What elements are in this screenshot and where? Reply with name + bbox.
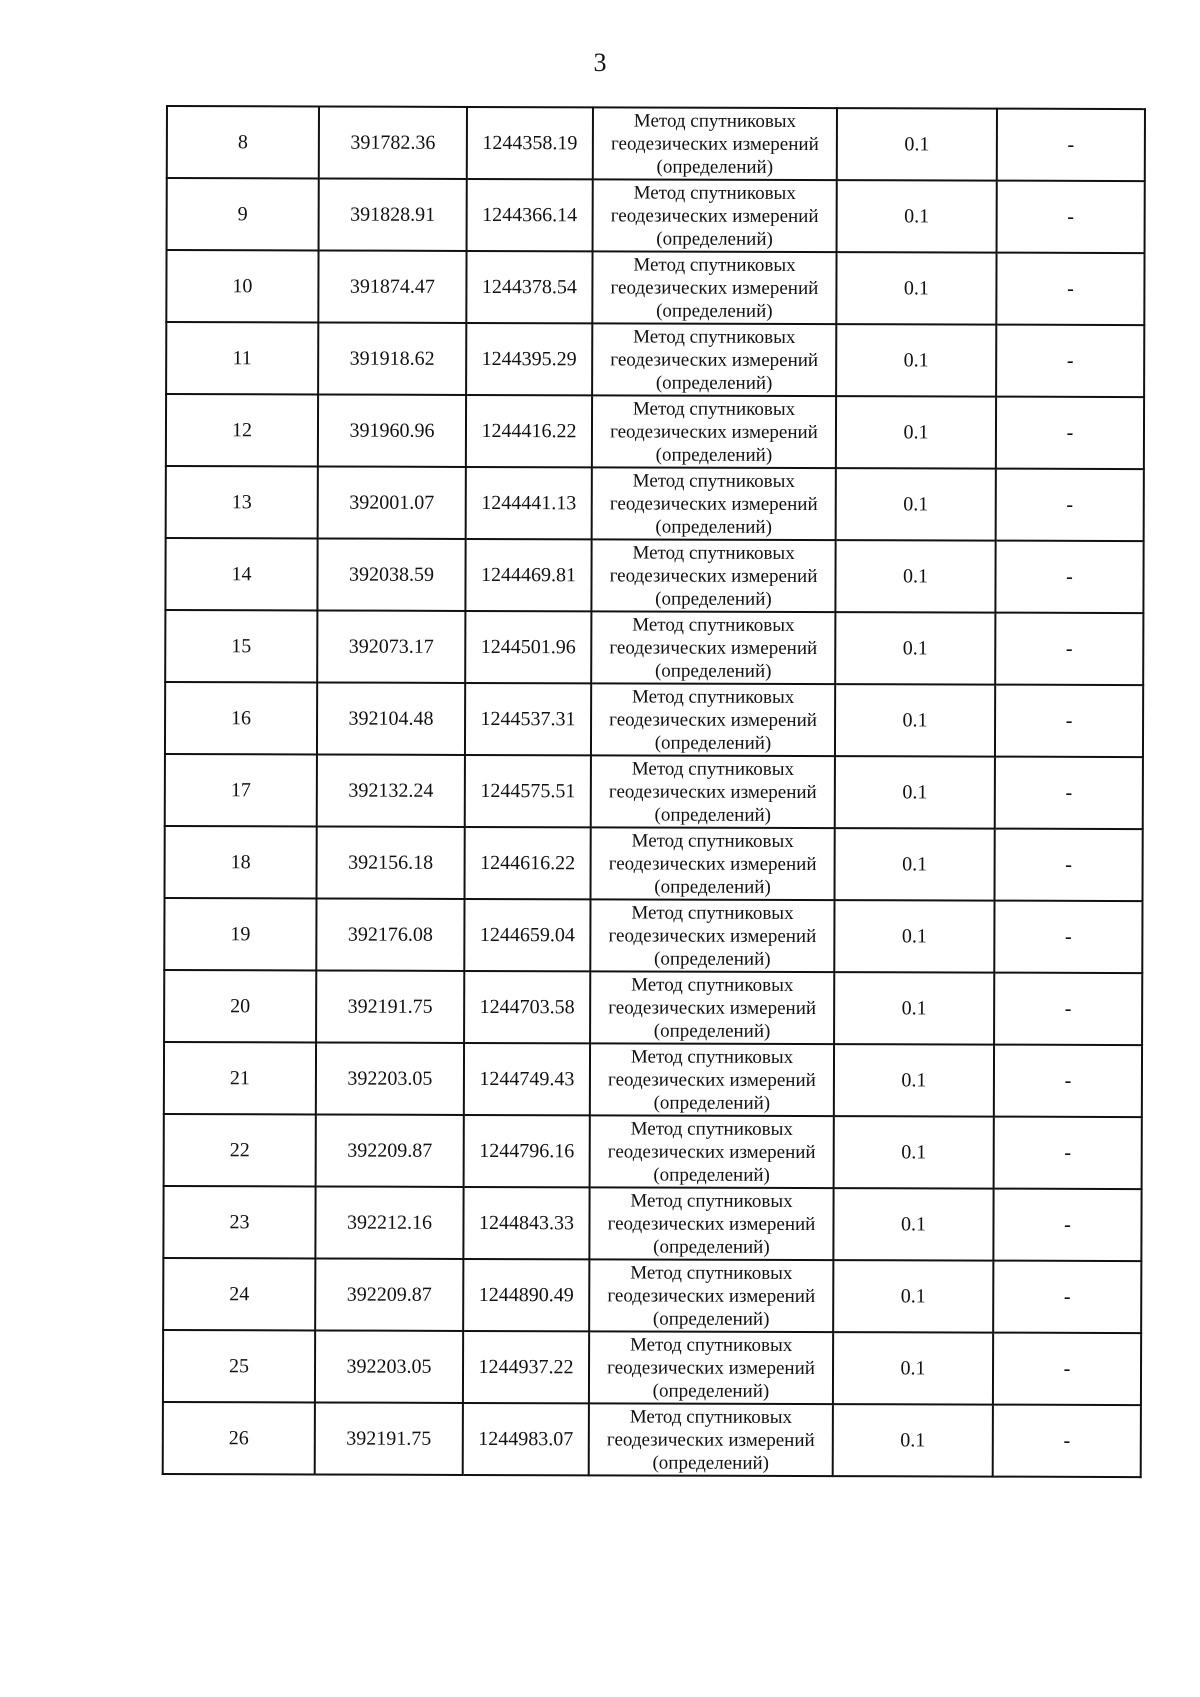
y-coordinate-cell: 1244378.54	[466, 251, 592, 323]
point-number-cell: 17	[165, 754, 317, 826]
method-line: (определений)	[652, 1380, 770, 1402]
method-line: Метод спутниковых	[631, 829, 794, 852]
method-line: Метод спутниковых	[632, 613, 795, 636]
accuracy-cell: 0.1	[834, 1044, 994, 1117]
y-coordinate-cell: 1244796.16	[464, 1115, 590, 1187]
table-row	[163, 1402, 1141, 1477]
accuracy-cell: 0.1	[836, 252, 996, 325]
method-cell	[593, 179, 837, 252]
point-number-cell: 18	[165, 826, 317, 898]
method-cell	[591, 755, 835, 828]
method-line: Метод спутниковых	[629, 1333, 793, 1356]
note-cell: -	[995, 613, 1143, 685]
method-line: геодезических измерений	[608, 780, 817, 803]
note-cell: -	[997, 109, 1145, 181]
point-number-cell: 26	[163, 1402, 315, 1474]
method-line: Метод спутниковых	[629, 1405, 793, 1428]
accuracy-cell: 0.1	[835, 684, 995, 757]
method-line: (определений)	[654, 948, 771, 970]
x-coordinate-cell: 392001.07	[318, 466, 466, 538]
method-line: геодезических измерений	[608, 852, 817, 875]
note-cell: -	[993, 1333, 1141, 1405]
x-coordinate-cell: 391918.62	[318, 322, 466, 394]
method-cell	[589, 1403, 833, 1476]
y-coordinate-cell: 1244659.04	[464, 899, 590, 971]
method-line: (определений)	[654, 804, 772, 826]
x-coordinate-cell: 392209.87	[316, 1114, 464, 1186]
method-cell	[590, 1043, 834, 1116]
method-cell	[591, 539, 835, 612]
point-number-cell: 14	[165, 538, 317, 610]
method-line: Метод спутниковых	[630, 1261, 793, 1284]
method-line: Метод спутниковых	[630, 1117, 793, 1140]
method-line: (определений)	[656, 228, 773, 250]
method-line: геодезических измерений	[608, 1068, 816, 1091]
note-cell: -	[995, 541, 1143, 613]
accuracy-cell: 0.1	[833, 1188, 993, 1261]
page-number: 3	[593, 48, 607, 77]
y-coordinate-cell: 1244890.49	[463, 1259, 589, 1331]
accuracy-cell: 0.1	[836, 468, 996, 541]
method-line: геодезических измерений	[607, 1356, 815, 1379]
table-row	[166, 394, 1144, 469]
point-number-cell: 15	[165, 610, 317, 682]
method-line: Метод спутниковых	[633, 325, 796, 348]
method-line: (определений)	[654, 660, 772, 682]
table-row	[165, 754, 1143, 829]
note-cell: -	[995, 829, 1143, 901]
method-line: Метод спутниковых	[632, 469, 795, 492]
method-cell	[590, 1115, 834, 1188]
method-cell	[591, 611, 835, 684]
accuracy-cell: 0.1	[837, 180, 997, 253]
x-coordinate-cell: 392203.05	[316, 1042, 464, 1114]
method-line: геодезических измерений	[609, 636, 818, 659]
method-line: (определений)	[653, 1164, 770, 1186]
method-line: (определений)	[655, 444, 773, 466]
coordinates-table	[162, 105, 1146, 1478]
point-number-cell: 24	[163, 1258, 315, 1330]
method-cell	[592, 323, 836, 396]
method-line: (определений)	[653, 1092, 771, 1114]
x-coordinate-cell: 391960.96	[318, 394, 466, 466]
table-body	[163, 106, 1145, 1477]
point-number-cell: 23	[163, 1186, 315, 1258]
point-number-cell: 11	[166, 322, 318, 394]
table-row	[163, 1330, 1141, 1405]
note-cell: -	[995, 685, 1143, 757]
accuracy-cell: 0.1	[835, 756, 995, 829]
method-line: (определений)	[655, 372, 773, 394]
method-line: геодезических измерений	[610, 420, 818, 443]
table-row	[164, 1114, 1142, 1189]
method-line: (определений)	[652, 1308, 770, 1330]
x-coordinate-cell: 392176.08	[316, 898, 464, 970]
table-row	[165, 610, 1143, 685]
y-coordinate-cell: 1244501.96	[465, 611, 591, 683]
y-coordinate-cell: 1244749.43	[464, 1043, 590, 1115]
table-row	[167, 178, 1145, 253]
x-coordinate-cell: 392212.16	[315, 1186, 463, 1258]
method-line: Метод спутниковых	[633, 109, 797, 132]
y-coordinate-cell: 1244983.07	[463, 1403, 589, 1475]
method-line: геодезических измерений	[609, 564, 818, 587]
method-cell	[591, 683, 835, 756]
accuracy-cell: 0.1	[836, 324, 996, 397]
point-number-cell: 10	[166, 250, 318, 322]
y-coordinate-cell: 1244441.13	[466, 467, 592, 539]
accuracy-cell: 0.1	[833, 1260, 993, 1333]
accuracy-cell: 0.1	[833, 1404, 993, 1477]
method-line: Метод спутниковых	[631, 757, 795, 780]
note-cell: -	[995, 757, 1143, 829]
x-coordinate-cell: 392191.75	[316, 970, 464, 1042]
accuracy-cell: 0.1	[834, 900, 994, 973]
method-cell	[590, 899, 834, 972]
note-cell: -	[994, 1045, 1142, 1117]
accuracy-cell: 0.1	[834, 972, 994, 1045]
table-row	[166, 322, 1144, 397]
method-cell	[589, 1187, 833, 1260]
method-line: геодезических измерений	[609, 492, 818, 515]
method-line: (определений)	[652, 1452, 770, 1474]
table-row	[164, 898, 1142, 973]
accuracy-cell: 0.1	[835, 612, 995, 685]
note-cell: -	[996, 397, 1144, 469]
x-coordinate-cell: 392104.48	[317, 682, 465, 754]
method-line: (определений)	[656, 300, 773, 322]
method-line: (определений)	[653, 1236, 770, 1258]
method-line: геодезических измерений	[606, 1428, 815, 1451]
method-line: Метод спутниковых	[631, 685, 795, 708]
method-line: геодезических измерений	[607, 1284, 816, 1307]
point-number-cell: 21	[164, 1042, 316, 1114]
x-coordinate-cell: 392203.05	[315, 1330, 463, 1402]
x-coordinate-cell: 392156.18	[317, 826, 465, 898]
method-cell	[590, 971, 834, 1044]
y-coordinate-cell: 1244703.58	[464, 971, 590, 1043]
y-coordinate-cell: 1244575.51	[465, 755, 591, 827]
x-coordinate-cell: 392132.24	[317, 754, 465, 826]
method-line: геодезических измерений	[610, 276, 819, 299]
method-cell	[589, 1331, 833, 1404]
point-number-cell: 25	[163, 1330, 315, 1402]
x-coordinate-cell: 391828.91	[319, 178, 467, 250]
method-line: Метод спутниковых	[631, 901, 794, 924]
point-number-cell: 12	[166, 394, 318, 466]
method-line: Метод спутниковых	[630, 1045, 794, 1068]
x-coordinate-cell: 391782.36	[319, 106, 467, 178]
y-coordinate-cell: 1244469.81	[465, 539, 591, 611]
note-cell: -	[993, 1261, 1141, 1333]
method-cell	[592, 251, 836, 324]
note-cell: -	[994, 901, 1142, 973]
accuracy-cell: 0.1	[834, 1116, 994, 1189]
method-cell	[591, 827, 835, 900]
table-row	[165, 538, 1143, 613]
method-line: геодезических измерений	[608, 996, 817, 1019]
x-coordinate-cell: 391874.47	[318, 250, 466, 322]
table-row	[165, 826, 1143, 901]
table-row	[163, 1186, 1141, 1261]
y-coordinate-cell: 1244395.29	[466, 323, 592, 395]
note-cell: -	[997, 181, 1145, 253]
y-coordinate-cell: 1244937.22	[463, 1331, 589, 1403]
x-coordinate-cell: 392191.75	[315, 1402, 463, 1474]
point-number-cell: 16	[165, 682, 317, 754]
method-line: (определений)	[656, 156, 774, 178]
method-line: геодезических измерений	[607, 1140, 816, 1163]
y-coordinate-cell: 1244416.22	[466, 395, 592, 467]
method-line: геодезических измерений	[610, 204, 819, 227]
note-cell: -	[994, 973, 1142, 1045]
method-line: (определений)	[654, 876, 771, 898]
note-cell: -	[994, 1117, 1142, 1189]
method-line: Метод спутниковых	[632, 397, 796, 420]
x-coordinate-cell: 392073.17	[317, 610, 465, 682]
note-cell: -	[996, 253, 1144, 325]
method-line: геодезических измерений	[608, 924, 817, 947]
method-line: (определений)	[654, 732, 772, 754]
y-coordinate-cell: 1244616.22	[465, 827, 591, 899]
method-line: (определений)	[653, 1020, 771, 1042]
method-line: Метод спутниковых	[631, 973, 794, 996]
table-row	[163, 1258, 1141, 1333]
method-cell	[592, 395, 836, 468]
method-line: геодезических измерений	[607, 1212, 816, 1235]
y-coordinate-cell: 1244537.31	[465, 683, 591, 755]
method-line: геодезических измерений	[610, 348, 819, 371]
table-row	[164, 970, 1142, 1045]
x-coordinate-cell: 392209.87	[315, 1258, 463, 1330]
y-coordinate-cell: 1244366.14	[467, 179, 593, 251]
note-cell: -	[993, 1189, 1141, 1261]
method-cell	[593, 107, 837, 180]
point-number-cell: 8	[167, 106, 319, 178]
table-row	[166, 466, 1144, 541]
note-cell: -	[996, 469, 1144, 541]
point-number-cell: 20	[164, 970, 316, 1042]
method-line: Метод спутниковых	[632, 541, 795, 564]
accuracy-cell: 0.1	[835, 828, 995, 901]
note-cell: -	[996, 325, 1144, 397]
method-line: (определений)	[655, 588, 772, 610]
method-line: Метод спутниковых	[630, 1189, 793, 1212]
method-cell	[589, 1259, 833, 1332]
point-number-cell: 13	[166, 466, 318, 538]
accuracy-cell: 0.1	[835, 540, 995, 613]
accuracy-cell: 0.1	[837, 108, 997, 181]
accuracy-cell: 0.1	[836, 396, 996, 469]
point-number-cell: 9	[167, 178, 319, 250]
y-coordinate-cell: 1244843.33	[463, 1187, 589, 1259]
point-number-cell: 22	[164, 1114, 316, 1186]
table-row	[165, 682, 1143, 757]
method-line: геодезических измерений	[609, 708, 817, 731]
note-cell: -	[993, 1405, 1141, 1477]
table-row	[166, 250, 1144, 325]
method-line: Метод спутниковых	[633, 253, 796, 276]
x-coordinate-cell: 392038.59	[317, 538, 465, 610]
method-line: Метод спутниковых	[633, 181, 796, 204]
accuracy-cell: 0.1	[833, 1332, 993, 1405]
method-cell	[592, 467, 836, 540]
table-row	[164, 1042, 1142, 1117]
table-row	[167, 106, 1145, 181]
method-line: (определений)	[655, 516, 772, 538]
method-line: геодезических измерений	[610, 132, 819, 155]
point-number-cell: 19	[164, 898, 316, 970]
y-coordinate-cell: 1244358.19	[467, 107, 593, 179]
